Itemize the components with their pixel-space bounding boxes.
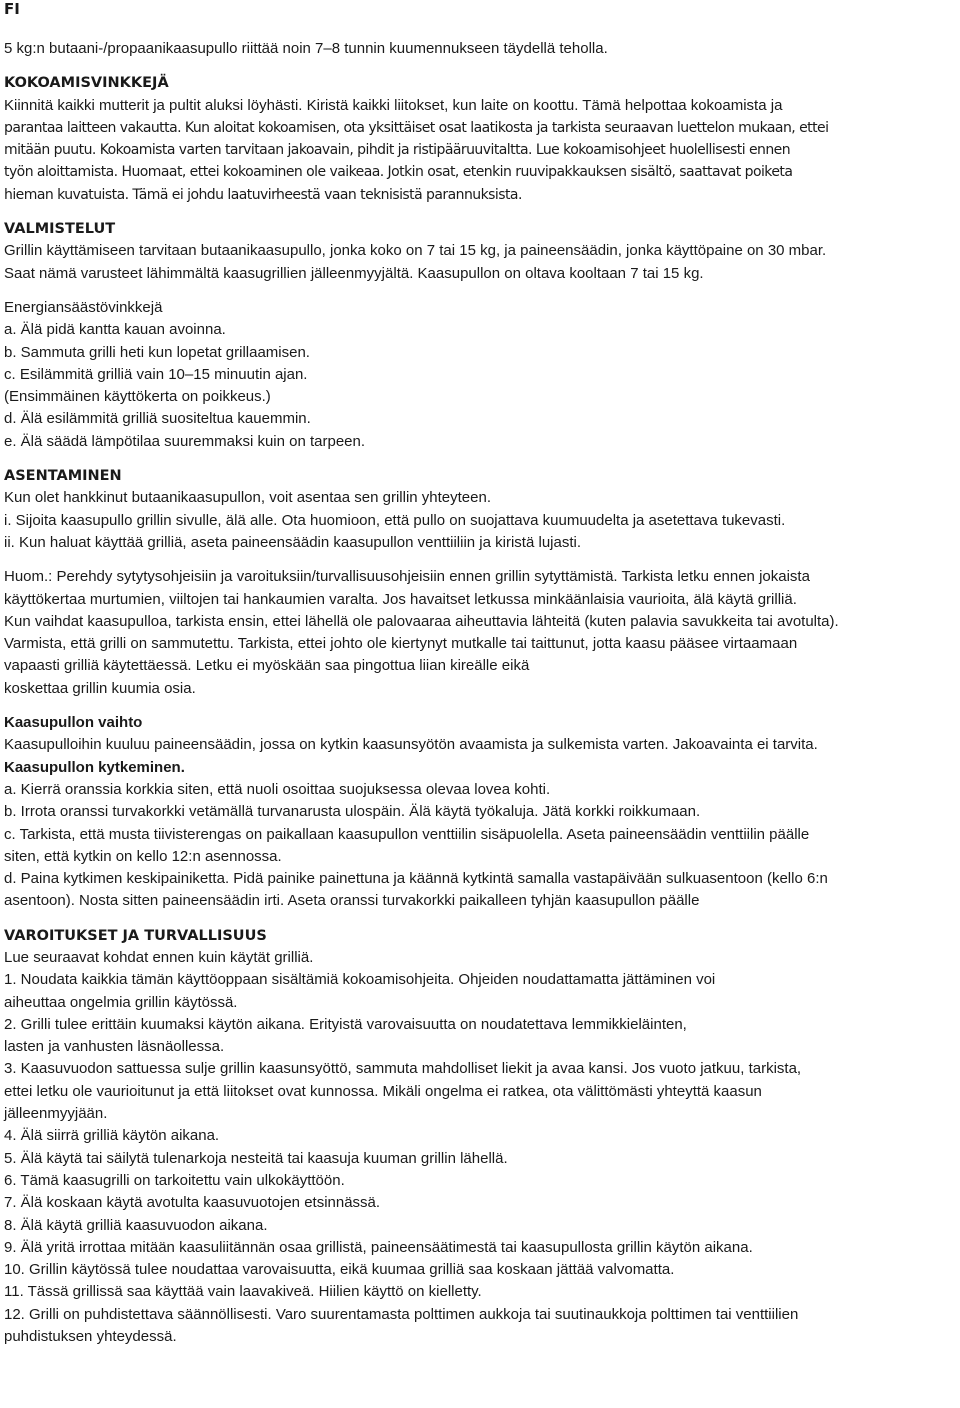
cylinder-step: a. Kierrä oranssia korkkia siten, että nuoli osoittaa suojuksessa olevaa lovea kohti.	[4, 780, 551, 798]
warning-line: 4. Älä siirrä grilliä käytön aikana.	[4, 1127, 220, 1145]
warning-line: 7. Älä koskaan käytä avotulta kaasuvuotojen etsinnässä.	[4, 1194, 381, 1212]
energy-tip-item: e. Älä säädä lämpötilaa suuremmaksi kuin on tarpeen.	[4, 432, 366, 450]
warning-line: aiheuttaa ongelmia grillin käytössä.	[4, 993, 238, 1011]
cylinder-connect-heading: Kaasupullon kytkeminen.	[4, 758, 185, 776]
assembly-line: mitään puutu. Kokoamista varten tarvitaan jakoavain, pihdit ja ristipääruuvitaltta. Lue kokoamisohjeet huolellisesti ennen	[4, 142, 791, 159]
assembly-line: työn aloittamista. Huomaat, ettei kokoaminen ole vaikeaa. Jotkin osat, etenkin ruuvipakkauksen sisältö, saattavat poiketa	[4, 164, 793, 181]
cylinder-change-heading: Kaasupullon vaihto	[4, 714, 143, 732]
energy-tip-item: d. Älä esilämmitä grilliä suositeltua kauemmin.	[4, 410, 311, 428]
energy-tip-item: c. Esilämmitä grilliä vain 10–15 minuutin ajan.	[4, 365, 308, 383]
installation-heading: ASENTAMINEN	[4, 468, 122, 485]
warning-line: 1. Noudata kaikkia tämän käyttöoppaan sisältämiä kokoamisohjeita. Ohjeiden noudattamatta jättäminen voi	[4, 971, 716, 989]
cylinder-step: d. Paina kytkimen keskipainiketta. Pidä painike painettuna ja käännä kytkintä samalla vastapäivään sulkuasentoon (kello 6:n	[4, 870, 828, 888]
cylinder-step: siten, että kytkin on kello 12:n asennossa.	[4, 847, 282, 865]
energy-tip-item: (Ensimmäinen käyttökerta on poikkeus.)	[4, 388, 271, 406]
energy-tip-item: a. Älä pidä kantta kauan avoinna.	[4, 321, 226, 339]
note-line: Huom.: Perehdy sytytysohjeisiin ja varoituksiin/turvallisuusohjeisiin ennen grillin sytyttämistä. Tarkista letku ennen jokaista	[4, 568, 810, 586]
warnings-heading: VAROITUKSET JA TURVALLISUUS	[4, 927, 267, 944]
warning-line: 9. Älä yritä irrottaa mitään kaasuliitännän osaa grillistä, paineensäätimestä tai kaasupullosta grillin käytön aikana.	[4, 1238, 753, 1256]
warnings-section	[4, 925, 956, 1349]
warning-line: jälleenmyyjään.	[4, 1105, 108, 1123]
preparation-section	[4, 218, 956, 453]
preparation-line: Saat nämä varusteet lähimmältä kaasugrillien jälleenmyyjältä. Kaasupullon on oltava kooltaan 7 tai 15 kg.	[4, 264, 704, 282]
note-line: käyttökertaa murtumien, viiltojen tai hankaumien varalta. Jos havaitset letkussa minkäänlaisia vaurioita, älä käytä grilliä.	[4, 590, 797, 608]
installation-section	[4, 465, 956, 700]
assembly-line: parantaa laitteen vakautta. Kun aloitat kokoamisen, ota yksittäiset osat laatikosta ja tarkista seuraavan luettelon mukaan, ettei	[4, 119, 829, 136]
warning-line: 6. Tämä kaasugrilli on tarkoitettu vain ulkokäyttöön.	[4, 1171, 345, 1189]
warning-line: 2. Grilli tulee erittäin kuumaksi käytön aikana. Erityistä varovaisuutta on noudatettava lemmikkieläinten,	[4, 1015, 687, 1033]
installation-line: ii. Kun haluat käyttää grilliä, aseta paineensäädin kaasupullon venttiiliin ja kiristä lujasti.	[4, 533, 582, 551]
preparation-line: Grillin käyttämiseen tarvitaan butaanikaasupullo, jonka koko on 7 tai 15 kg, ja paineensäädin, jonka käyttöpaine on 30 mbar.	[4, 242, 827, 260]
warning-line: 12. Grilli on puhdistettava säännöllisesti. Varo suurentamasta polttimen aukkoja tai suutinaukkoja polttimen tai venttiilien	[4, 1305, 799, 1323]
warning-line: Lue seuraavat kohdat ennen kuin käytät grilliä.	[4, 948, 314, 966]
preparation-heading: VALMISTELUT	[4, 221, 116, 238]
energy-tips-title: Energiansäästövinkkejä	[4, 298, 163, 316]
cylinder-step: b. Irrota oranssi turvakorkki vetämällä turvanarusta ulospäin. Älä käytä työkaluja. Jätä korkki roikkumaan.	[4, 803, 701, 821]
cylinder-change-section	[4, 712, 956, 913]
note-line: Varmista, että grilli on sammutettu. Tarkista, ettei johto ole kiertynyt mutkalle tai taittunut, jotta kaasu pääsee virtaamaan	[4, 635, 798, 653]
assembly-line: hieman kuvatuista. Tämä ei johdu laatuvirheestä vaan teknisistä parannuksista.	[4, 186, 522, 203]
warning-line: puhdistuksen yhteydessä.	[4, 1328, 177, 1346]
installation-line: Kun olet hankkinut butaanikaasupullon, voit asentaa sen grillin yhteyteen.	[4, 489, 491, 507]
warning-line: lasten ja vanhusten läsnäollessa.	[4, 1038, 225, 1056]
assembly-line: Kiinnitä kaikki mutterit ja pultit aluksi löyhästi. Kiristä kaikki liitokset, kun laite on koottu. Tämä helpottaa kokoamista ja	[4, 96, 783, 114]
energy-tip-item: b. Sammuta grilli heti kun lopetat grillaamisen.	[4, 343, 310, 361]
warning-line: 10. Grillin käytössä tulee noudattaa varovaisuutta, eikä kuumaa grilliä saa koskaan jättää valvomatta.	[4, 1261, 675, 1279]
warning-line: 11. Tässä grillissä saa käyttää vain laavakiveä. Hiilien käyttö on kielletty.	[4, 1283, 482, 1301]
assembly-section	[4, 72, 956, 206]
cylinder-change-line: Kaasupulloihin kuuluu paineensäädin, jossa on kytkin kaasunsyötön avaamista ja sulkemista varten. Jakoavainta ei tarvita.	[4, 736, 818, 754]
warning-line: 8. Älä käytä grilliä kaasuvuodon aikana.	[4, 1216, 268, 1234]
note-line: Kun vaihdat kaasupulloa, tarkista ensin, ettei lähellä ole palovaaraa aiheuttavia lähteitä (kuten palavia savukkeita tai avotulta).	[4, 612, 839, 630]
warning-line: 3. Kaasuvuodon sattuessa sulje grillin kaasunsyöttö, sammuta mahdolliset liekit ja avaa kansi. Jos vuoto jatkuu, tarkista,	[4, 1060, 802, 1078]
note-line: vapaasti grilliä käytettäessä. Letku ei myöskään saa pingottua liian kireälle eikä	[4, 657, 530, 675]
language-tag: FI	[4, 0, 20, 18]
installation-line: i. Sijoita kaasupullo grillin sivulle, älä alle. Ota huomioon, että pullo on suojattava kuumuudelta ja asetettava tukevasti.	[4, 511, 786, 529]
warning-line: 5. Älä käytä tai säilytä tulenarkoja nesteitä tai kaasuja kuuman grillin lähellä.	[4, 1149, 508, 1167]
intro-text: 5 kg:n butaani-/propaanikaasupullo riittää noin 7–8 tunnin kuumennukseen täydellä teholla.	[4, 40, 608, 57]
manual-page	[4, 0, 956, 1348]
cylinder-step: c. Tarkista, että musta tiivisterengas on paikallaan kaasupullon venttiilin sisäpuolella. Aseta paineensäädin venttiilin päälle	[4, 825, 810, 843]
warning-line: ettei letku ole vaurioitunut ja että liitokset ovat kunnossa. Mikäli ongelma ei ratkea, ota välittömästi yhteyttä kaasun	[4, 1082, 762, 1100]
assembly-heading: KOKOAMISVINKKEJÄ	[4, 75, 169, 92]
cylinder-step: asentoon). Nosta sitten paineensäädin irti. Aseta oranssi turvakorkki paikalleen tyhjän kaasupullon päälle	[4, 892, 700, 910]
note-line: koskettaa grillin kuumia osia.	[4, 679, 196, 697]
